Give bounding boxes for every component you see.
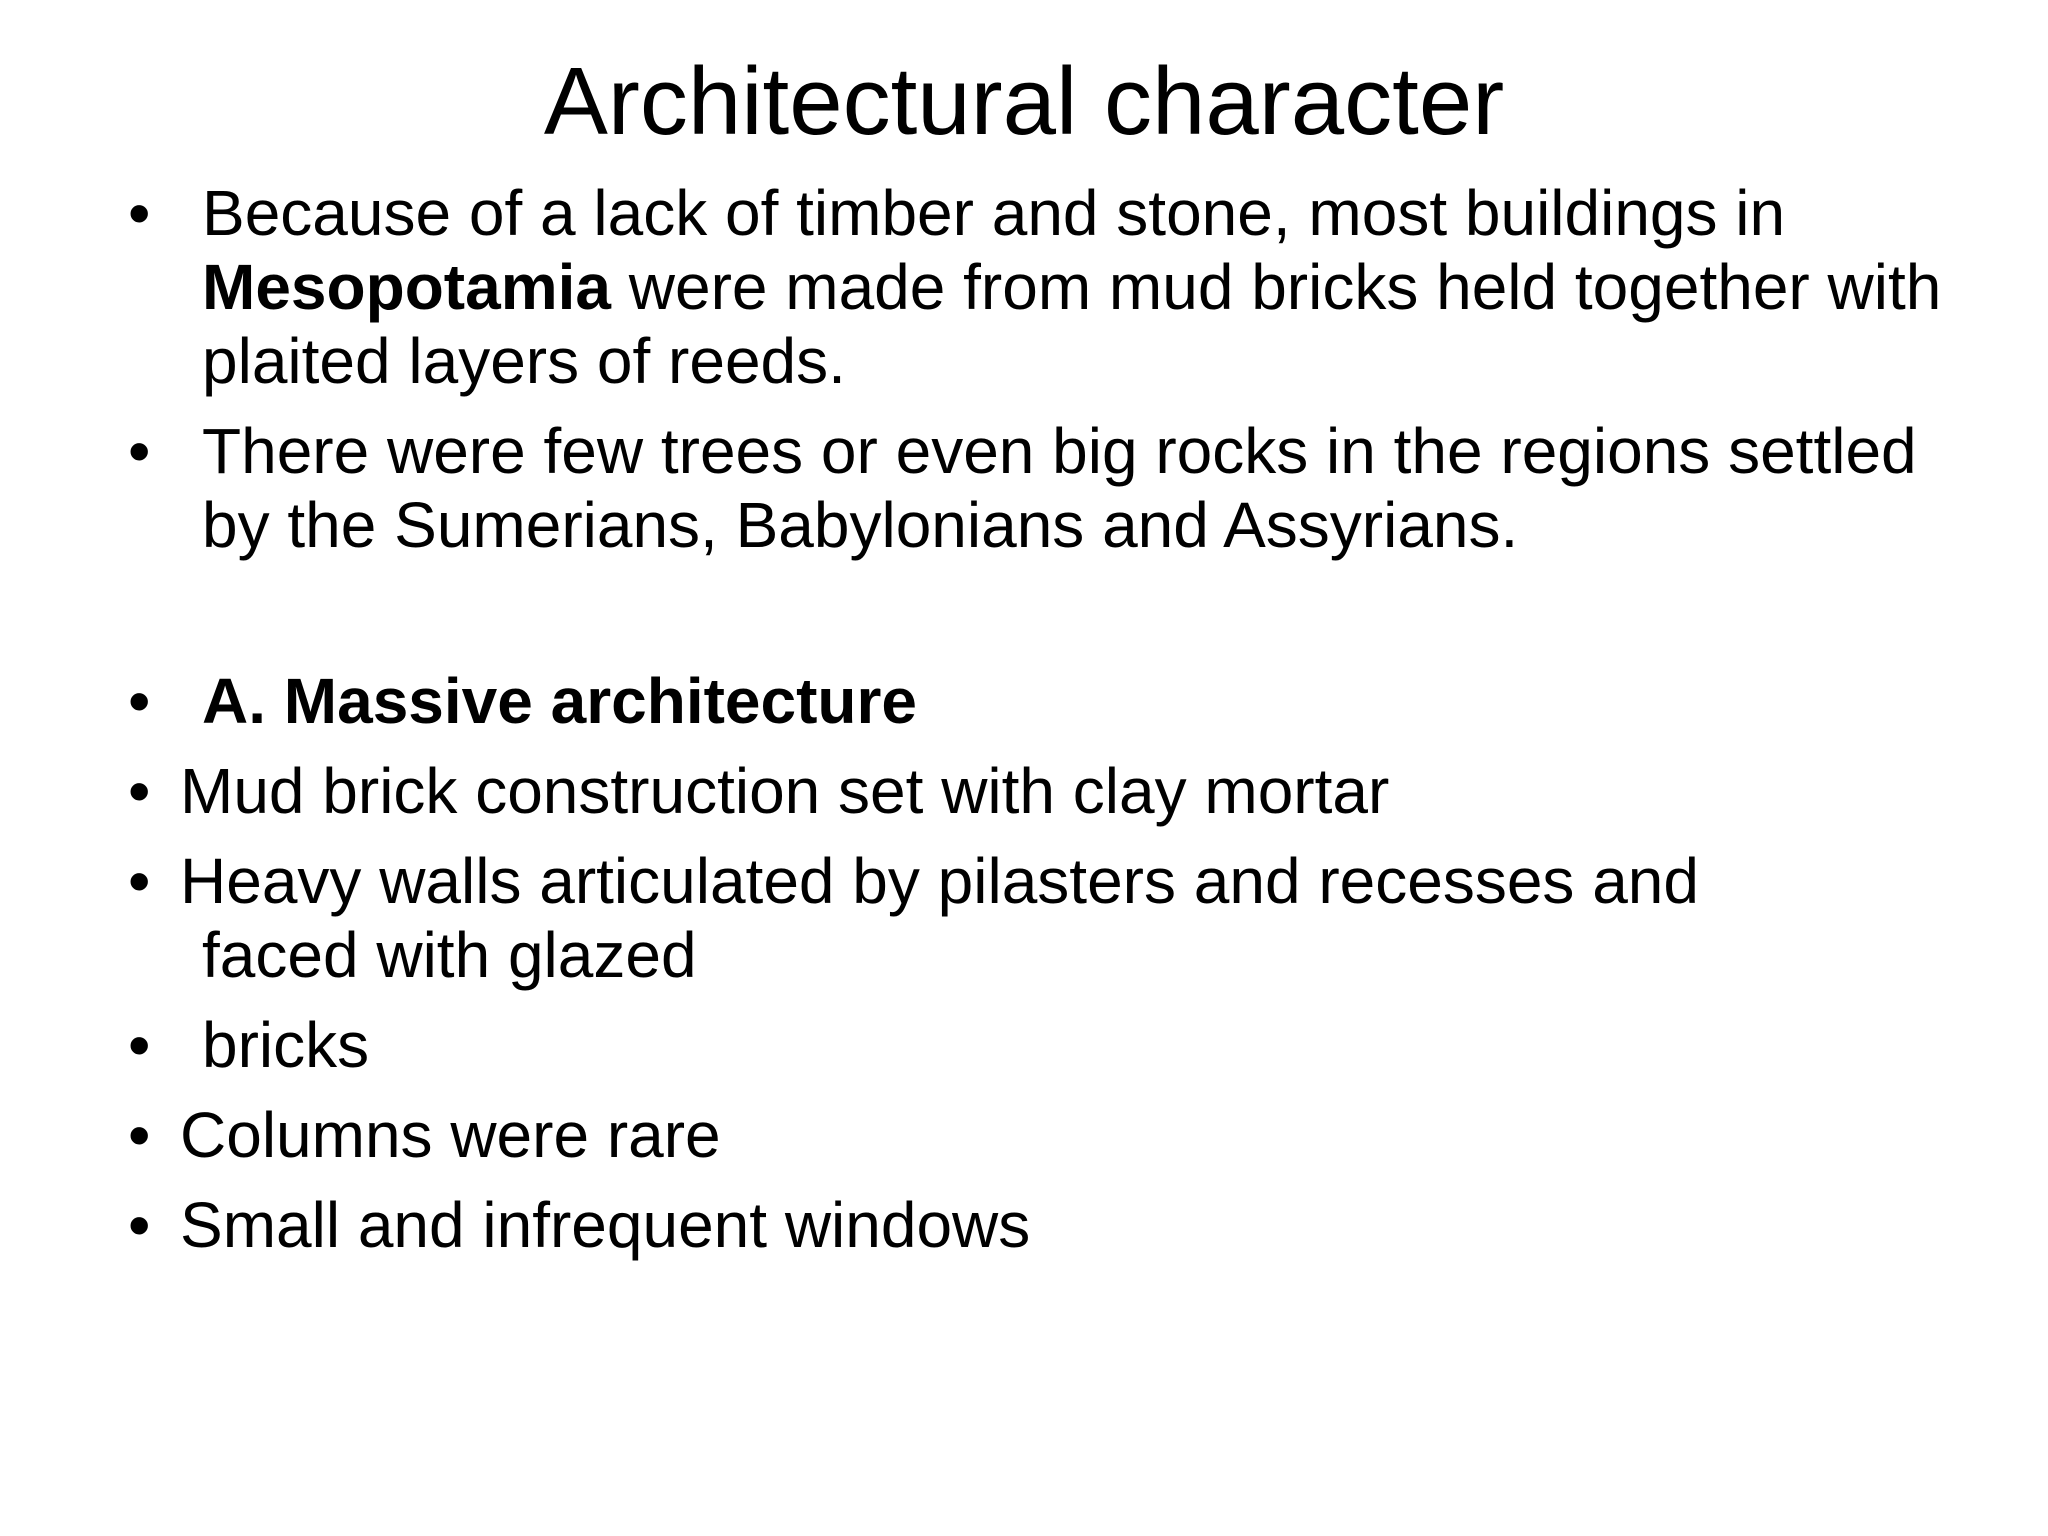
- bullet-dot: •: [128, 755, 151, 827]
- bullet-dot: •: [128, 665, 151, 737]
- bullet-dot: •: [128, 1099, 151, 1171]
- bullet-dot: •: [128, 177, 151, 249]
- bullet-few-trees: [128, 414, 1948, 562]
- slide-title: Architectural character: [543, 48, 1505, 155]
- bullet-mud-brick: [128, 754, 1948, 828]
- bullet-text-post: were made from mud bricks held together with plaited layers of reeds.: [202, 251, 1942, 397]
- bullet-text-line2: faced with glazed: [202, 919, 697, 991]
- bullet-windows: [128, 1188, 1948, 1262]
- bullet-heavy-walls: [128, 844, 1948, 992]
- bullet-text-pre: Because of a lack of timber and stone, most buildings in: [202, 177, 1786, 249]
- bullet-timber-stone: [128, 176, 1948, 398]
- bullet-text-bold: Mesopotamia: [202, 251, 611, 323]
- bullet-text: Mud brick construction set with clay mortar: [180, 755, 1390, 827]
- bullet-text: Columns were rare: [180, 1099, 721, 1171]
- bullet-dot: •: [128, 1189, 151, 1261]
- bullet-text: There were few trees or even big rocks in the regions settled by the Sumerians, Babylonians and Assyrians.: [202, 415, 1917, 561]
- bullet-dot: •: [128, 1009, 151, 1081]
- bullet-heading: A. Massive architecture: [202, 665, 917, 737]
- bullet-columns: [128, 1098, 1948, 1172]
- bullet-dot: •: [128, 415, 151, 487]
- slide-body: [128, 176, 1948, 1262]
- bullet-text-line1: Heavy walls articulated by pilasters and recesses and: [180, 845, 1699, 917]
- bullet-dot: •: [128, 845, 151, 917]
- bullet-text: Small and infrequent windows: [180, 1189, 1031, 1261]
- bullet-massive-architecture: [128, 664, 1948, 738]
- bullet-text: bricks: [202, 1009, 370, 1081]
- bullet-bricks: [128, 1008, 1948, 1082]
